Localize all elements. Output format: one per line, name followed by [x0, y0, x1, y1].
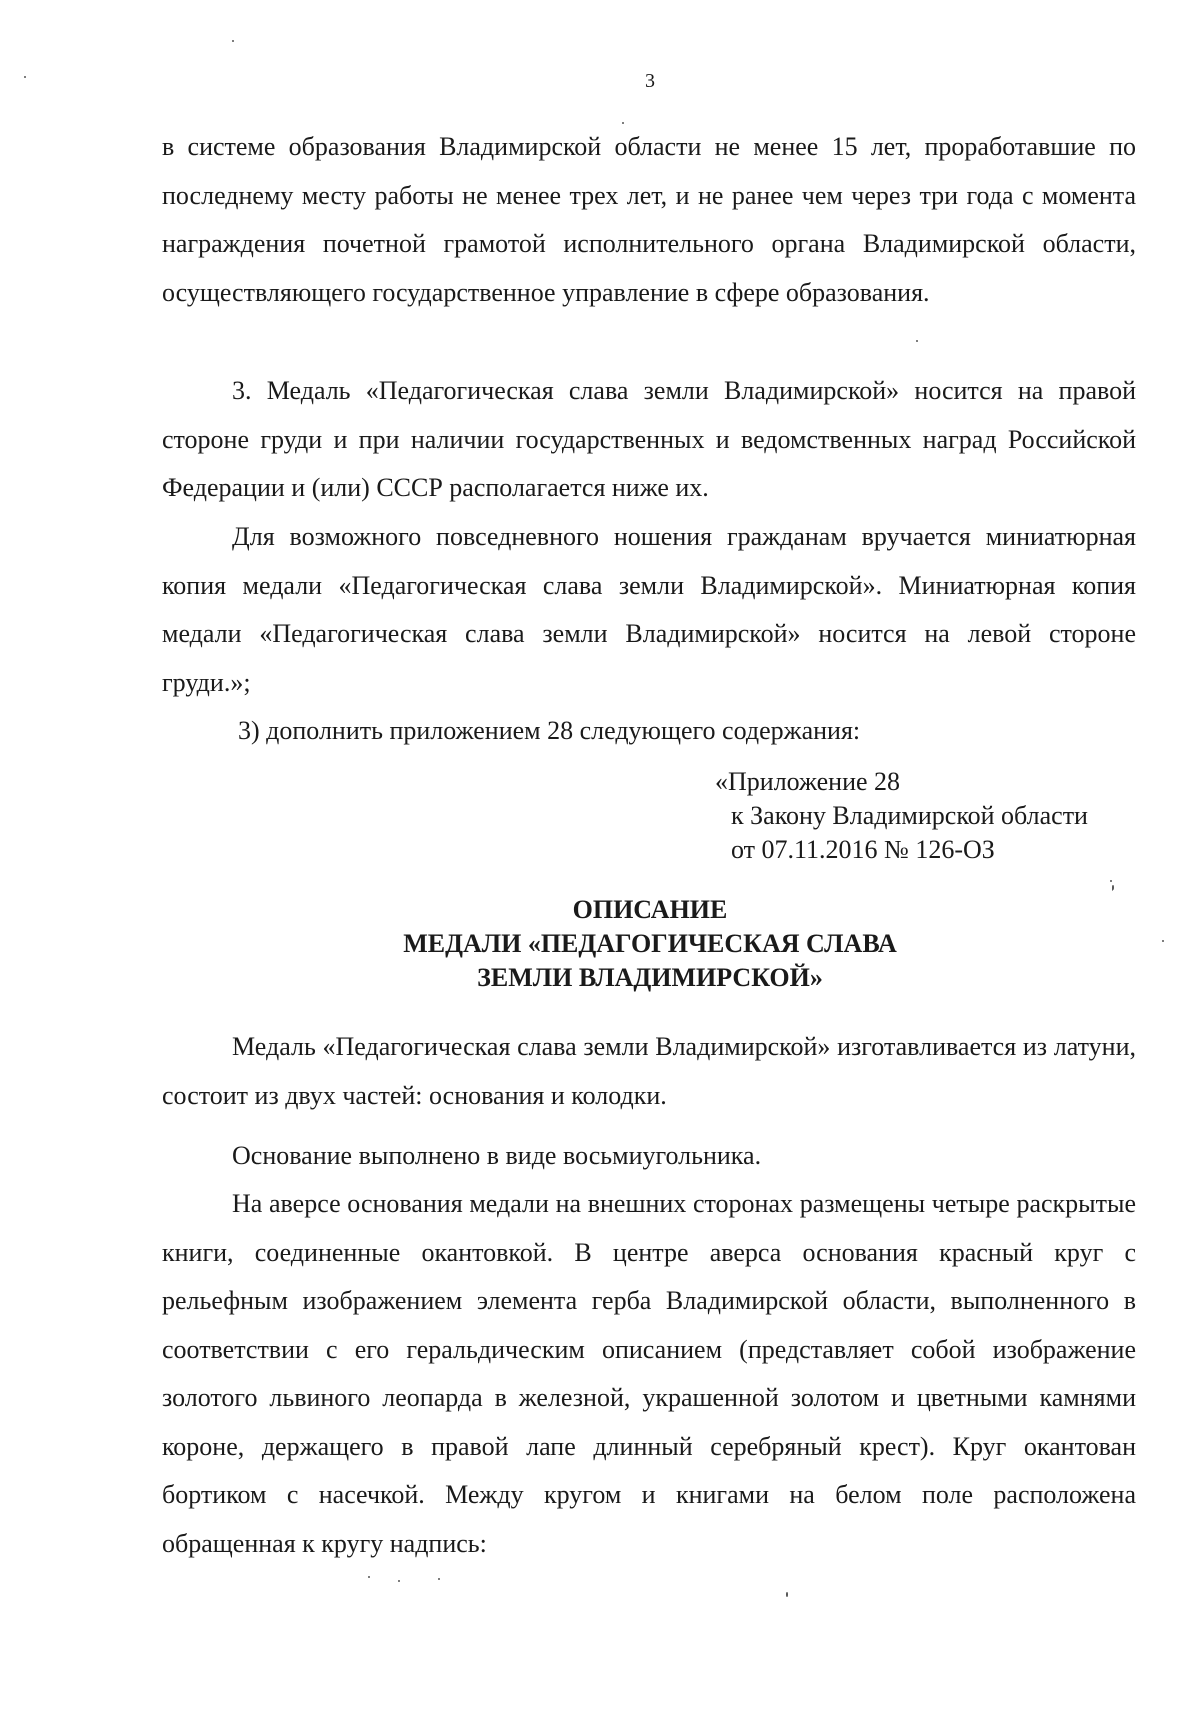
section-title: [0, 893, 1200, 995]
appendix-line-2: к Закону Владимирской области: [731, 801, 1088, 830]
paragraph-item-3: [162, 367, 1136, 513]
title-line-1: ОПИСАНИЕ: [572, 895, 728, 924]
scan-speck: [368, 1576, 370, 1578]
page-number: 3: [645, 70, 655, 92]
paragraph-amendment: [162, 707, 1136, 756]
scan-speck: [232, 40, 234, 42]
paragraph-continuation: [162, 123, 1136, 317]
scan-speck: [438, 1578, 440, 1580]
paragraph-3: Для возможного повседневного ношения гражданам вручается миниатюрная копия медали «Педагогическая слава земли Владимирской». Миниатюрная копия медали «Педагогическая слава земли Владимирской» носится на левой стороне груди.»;: [162, 522, 1136, 697]
scan-speck: [1112, 885, 1114, 890]
scan-speck: [622, 122, 624, 124]
paragraph-base: [162, 1132, 1136, 1181]
appendix-reference: [715, 765, 1088, 867]
paragraph-4: 3) дополнить приложением 28 следующего содержания:: [238, 716, 861, 745]
scan-speck: [398, 1580, 400, 1582]
paragraph-obverse: [162, 1180, 1136, 1568]
scan-speck: [24, 76, 26, 78]
paragraph-6: Основание выполнено в виде восьмиугольника.: [232, 1141, 762, 1170]
scan-speck: [916, 340, 918, 342]
paragraph-2: 3. Медаль «Педагогическая слава земли Владимирской» носится на правой стороне груди и при наличии государственных и ведомственных наград Российской Федерации и (или) СССР располагается ниже их.: [162, 376, 1136, 502]
paragraph-material: [162, 1023, 1136, 1120]
appendix-line-1: «Приложение 28: [715, 767, 901, 796]
scan-speck: [1162, 940, 1164, 942]
appendix-line-3: от 07.11.2016 № 126-ОЗ: [731, 835, 995, 864]
paragraph-7: На аверсе основания медали на внешних сторонах размещены четыре раскрытые книги, соединенные окантовкой. В центре аверса основания красный круг с рельефным изображением элемента герба Владимирской области, выполненного в соответствии с его геральдическим описанием (представляет собой изображение золотого львиного леопарда в железной, украшенной золотом и цветными камнями короне, держащего в правой лапе длинный серебряный крест). Круг окантован бортиком с насечкой. Между кругом и книгами на белом поле расположена обращенная к кругу надпись:: [162, 1189, 1136, 1558]
scan-speck: [1110, 880, 1112, 882]
paragraph-miniature: [162, 513, 1136, 707]
scan-speck: [786, 1592, 788, 1597]
paragraph-1: в системе образования Владимирской области не менее 15 лет, проработавшие по последнему месту работы не менее трех лет, и не ранее чем через три года с момента награждения почетной грамотой исполнительного органа Владимирской области, осуществляющего государственное управление в сфере образования.: [162, 132, 1136, 307]
paragraph-5: Медаль «Педагогическая слава земли Владимирской» изготавливается из латуни, состоит из двух частей: основания и колодки.: [162, 1032, 1136, 1110]
title-line-2: МЕДАЛИ «ПЕДАГОГИЧЕСКАЯ СЛАВА: [403, 929, 897, 958]
title-line-3: ЗЕМЛИ ВЛАДИМИРСКОЙ»: [477, 963, 823, 992]
